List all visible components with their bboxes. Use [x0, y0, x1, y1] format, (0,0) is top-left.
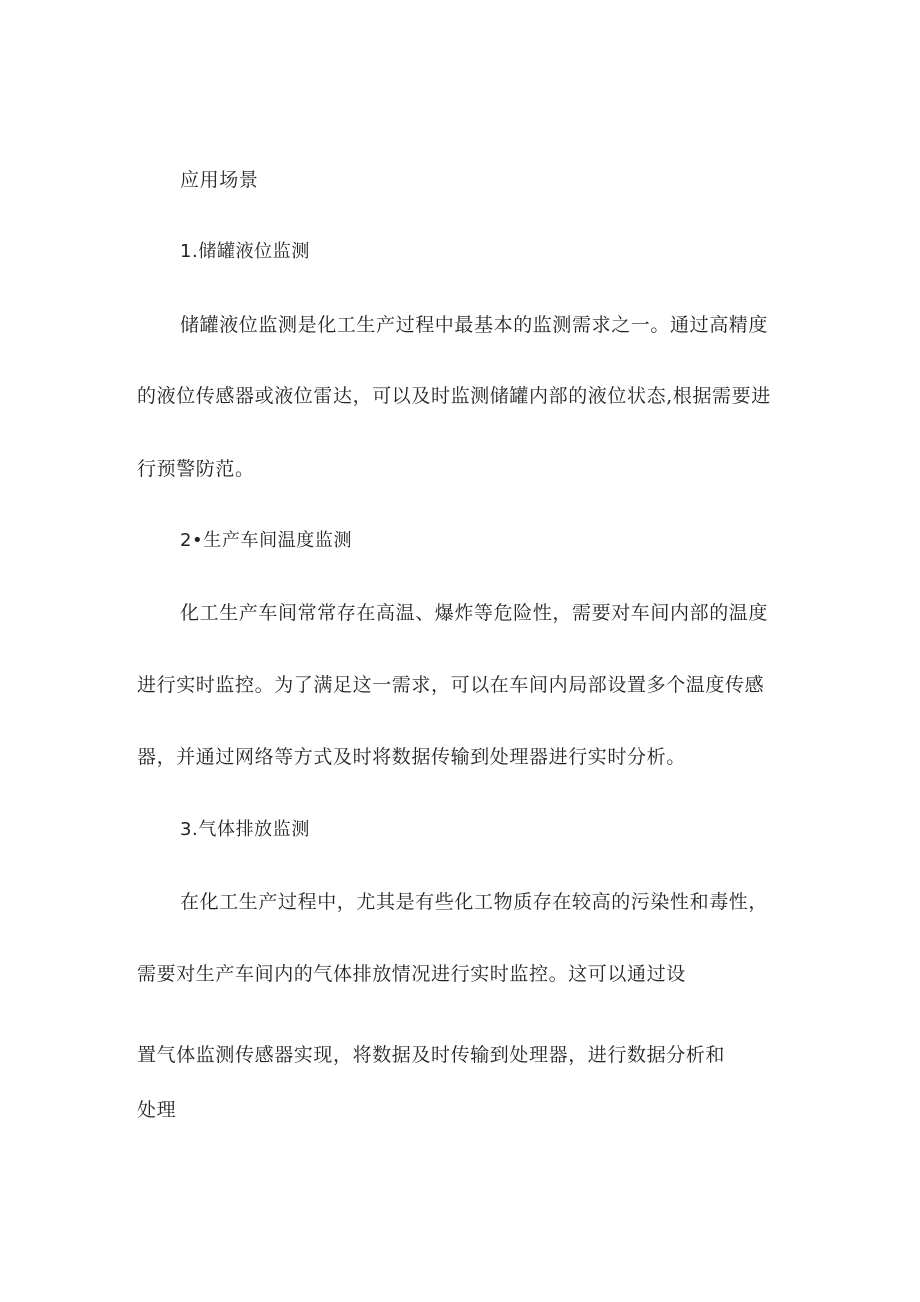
paragraph-line: 行预警防范。	[137, 458, 255, 480]
heading-workshop-temperature: 2•生产车间温度监测	[180, 530, 353, 551]
paragraph-line: 置气体监测传感器实现，将数据及时传输到处理器，进行数据分析和	[137, 1044, 726, 1066]
paragraph-line: 进行实时监控。为了满足这一需求，可以在车间内局部设置多个温度传感	[137, 674, 765, 696]
paragraph-line: 需要对生产车间内的气体排放情况进行实时监控。这可以通过设	[137, 963, 686, 985]
heading-tank-level: 1.储罐液位监测	[180, 241, 310, 262]
paragraph-line: 的液位传感器或液位雷达，可以及时监测储罐内部的液位状态,根据需要进	[137, 385, 771, 407]
paragraph-line: 化工生产车间常常存在高温、爆炸等危险性，需要对车间内部的温度	[180, 602, 769, 624]
paragraph-line: 处理	[137, 1099, 177, 1121]
paragraph-line: 储罐液位监测是化工生产过程中最基本的监测需求之一。通过高精度	[180, 314, 769, 336]
section-title: 应用场景	[180, 169, 259, 191]
paragraph-line: 器，并通过网络等方式及时将数据传输到处理器进行实时分析。	[137, 746, 686, 768]
paragraph-line: 在化工生产过程中，尤其是有些化工物质存在较高的污染性和毒性，	[180, 891, 769, 913]
heading-gas-emission: 3.气体排放监测	[180, 819, 310, 840]
